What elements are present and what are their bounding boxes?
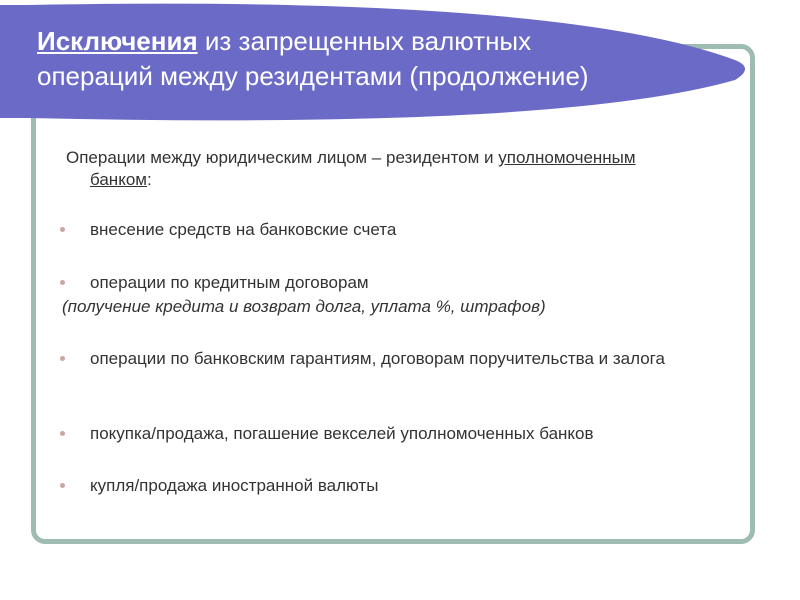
intro-underlined2: банком <box>90 170 147 189</box>
list-item-text: купля/продажа иностранной валюты <box>90 476 379 495</box>
title-keyword: Исключения <box>37 26 198 56</box>
bullet-icon <box>60 431 65 436</box>
intro-underlined1: уполномоченным <box>498 148 636 167</box>
bullet-icon <box>60 227 65 232</box>
page-title <box>37 24 717 94</box>
title-line2: операций между резидентами (продолжение) <box>37 61 589 91</box>
list-item-note: (получение кредита и возврат долга, уплата %, штрафов) <box>62 297 546 316</box>
list-item-text: операции по банковским гарантиям, договорам поручительства и залога <box>90 349 665 368</box>
intro-colon: : <box>146 170 152 189</box>
list-item-text: операции по кредитным договорам <box>90 273 369 292</box>
bullet-icon <box>60 483 65 488</box>
intro-text <box>66 147 756 191</box>
intro-part1: Операции между юридическим лицом – резидентом и <box>66 148 499 167</box>
list-item-text: внесение средств на банковские счета <box>90 220 397 239</box>
title-line1-rest: из запрещенных валютных <box>197 26 532 56</box>
bullet-icon <box>60 280 65 285</box>
list-item-text: покупка/продажа, погашение векселей уполномоченных банков <box>90 424 594 443</box>
bullet-icon <box>60 356 65 361</box>
